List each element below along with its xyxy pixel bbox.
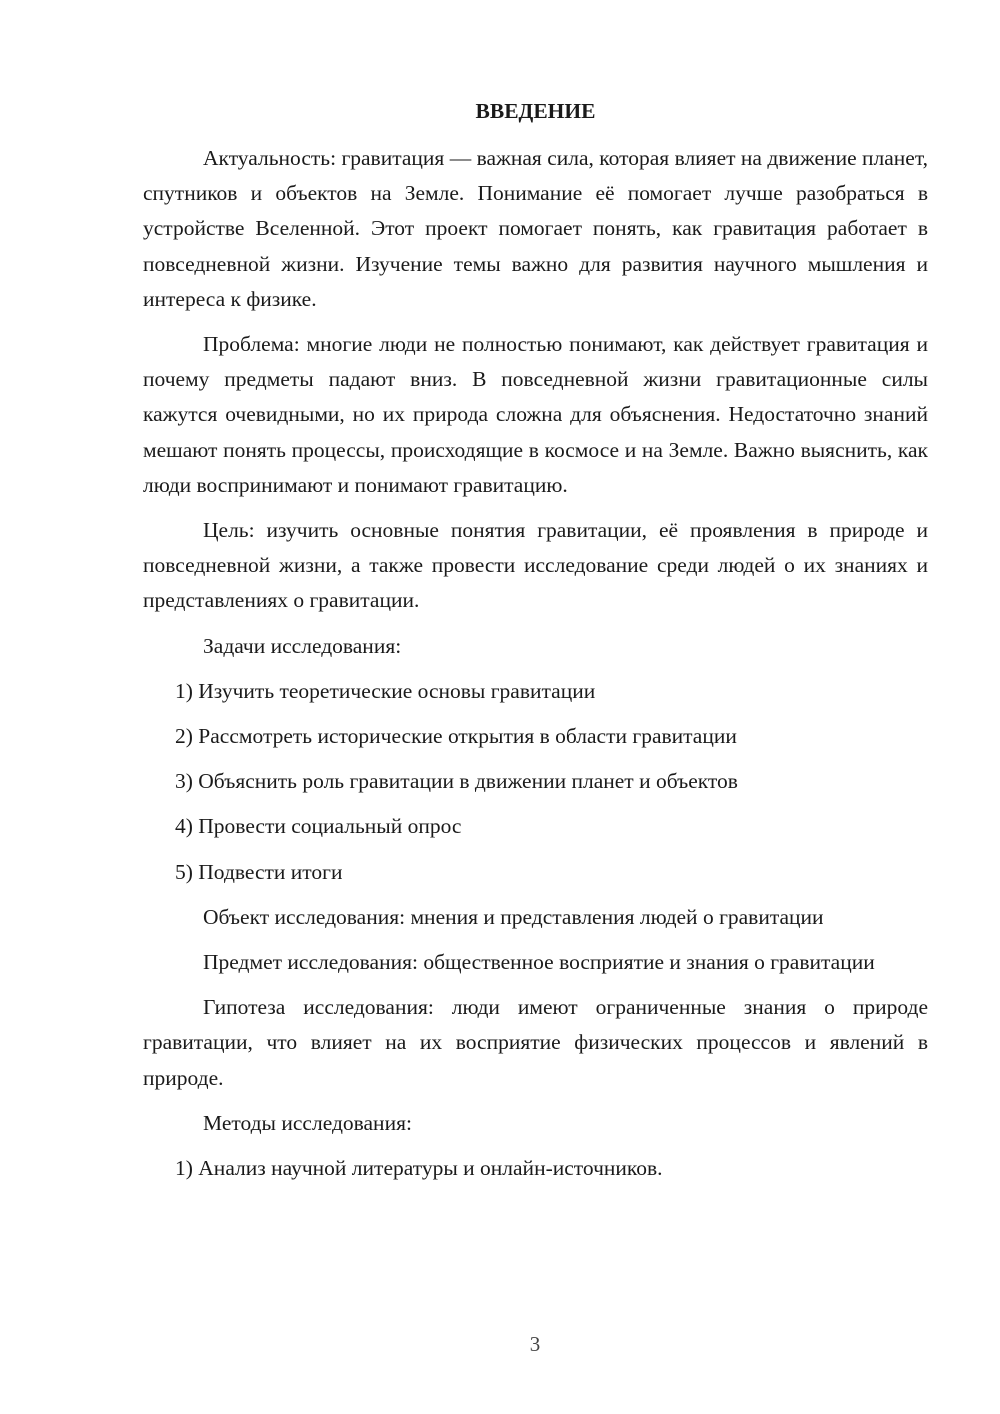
problem-paragraph: Проблема: многие люди не полностью понимают, как действует гравитация и почему предметы падают вниз. В повседневной жизни гравитационные силы кажутся очевидными, но их природа сложна для объяснения. Недостаточно знаний мешают понять процессы, происходящие в космосе и на Земле. Важно выяснить, как люди воспринимают и понимают гравитацию. — [143, 332, 928, 497]
relevance-paragraph: Актуальность: гравитация — важная сила, которая влияет на движение планет, спутников и объектов на Земле. Понимание её помогает лучше разобраться в устройстве Вселенной. Этот проект помогает понять, как гравитация работает в повседневной жизни. Изучение темы важно для развития научного мышления и интереса к физике. — [143, 146, 928, 311]
research-subject: Предмет исследования: общественное восприятие и знания о гравитации — [203, 950, 875, 975]
task-item: 1) Изучить теоретические основы гравитации — [175, 678, 596, 703]
tasks-title: Задачи исследования: — [203, 633, 402, 658]
task-item: 5) Подвести итоги — [175, 859, 343, 884]
task-item: 3) Объяснить роль гравитации в движении планет и объектов — [175, 769, 738, 794]
task-item: 4) Провести социальный опрос — [175, 814, 462, 839]
page-content — [143, 94, 928, 1196]
research-object: Объект исследования: мнения и представления людей о гравитации — [203, 904, 824, 929]
section-heading: ВВЕДЕНИЕ — [475, 99, 596, 123]
method-item: 1) Анализ научной литературы и онлайн-источников. — [175, 1156, 663, 1181]
methods-title: Методы исследования: — [203, 1110, 412, 1135]
research-hypothesis: Гипотеза исследования: люди имеют ограниченные знания о природе гравитации, что влияет на их восприятие физических процессов и явлений в природе. — [143, 995, 928, 1090]
goal-paragraph: Цель: изучить основные понятия гравитации, её проявления в природе и повседневной жизни, а также провести исследование среди людей о их знаниях и представлениях о гравитации. — [143, 518, 928, 613]
task-item: 2) Рассмотреть исторические открытия в области гравитации — [175, 724, 737, 749]
page-number: 3 — [529, 1332, 541, 1356]
